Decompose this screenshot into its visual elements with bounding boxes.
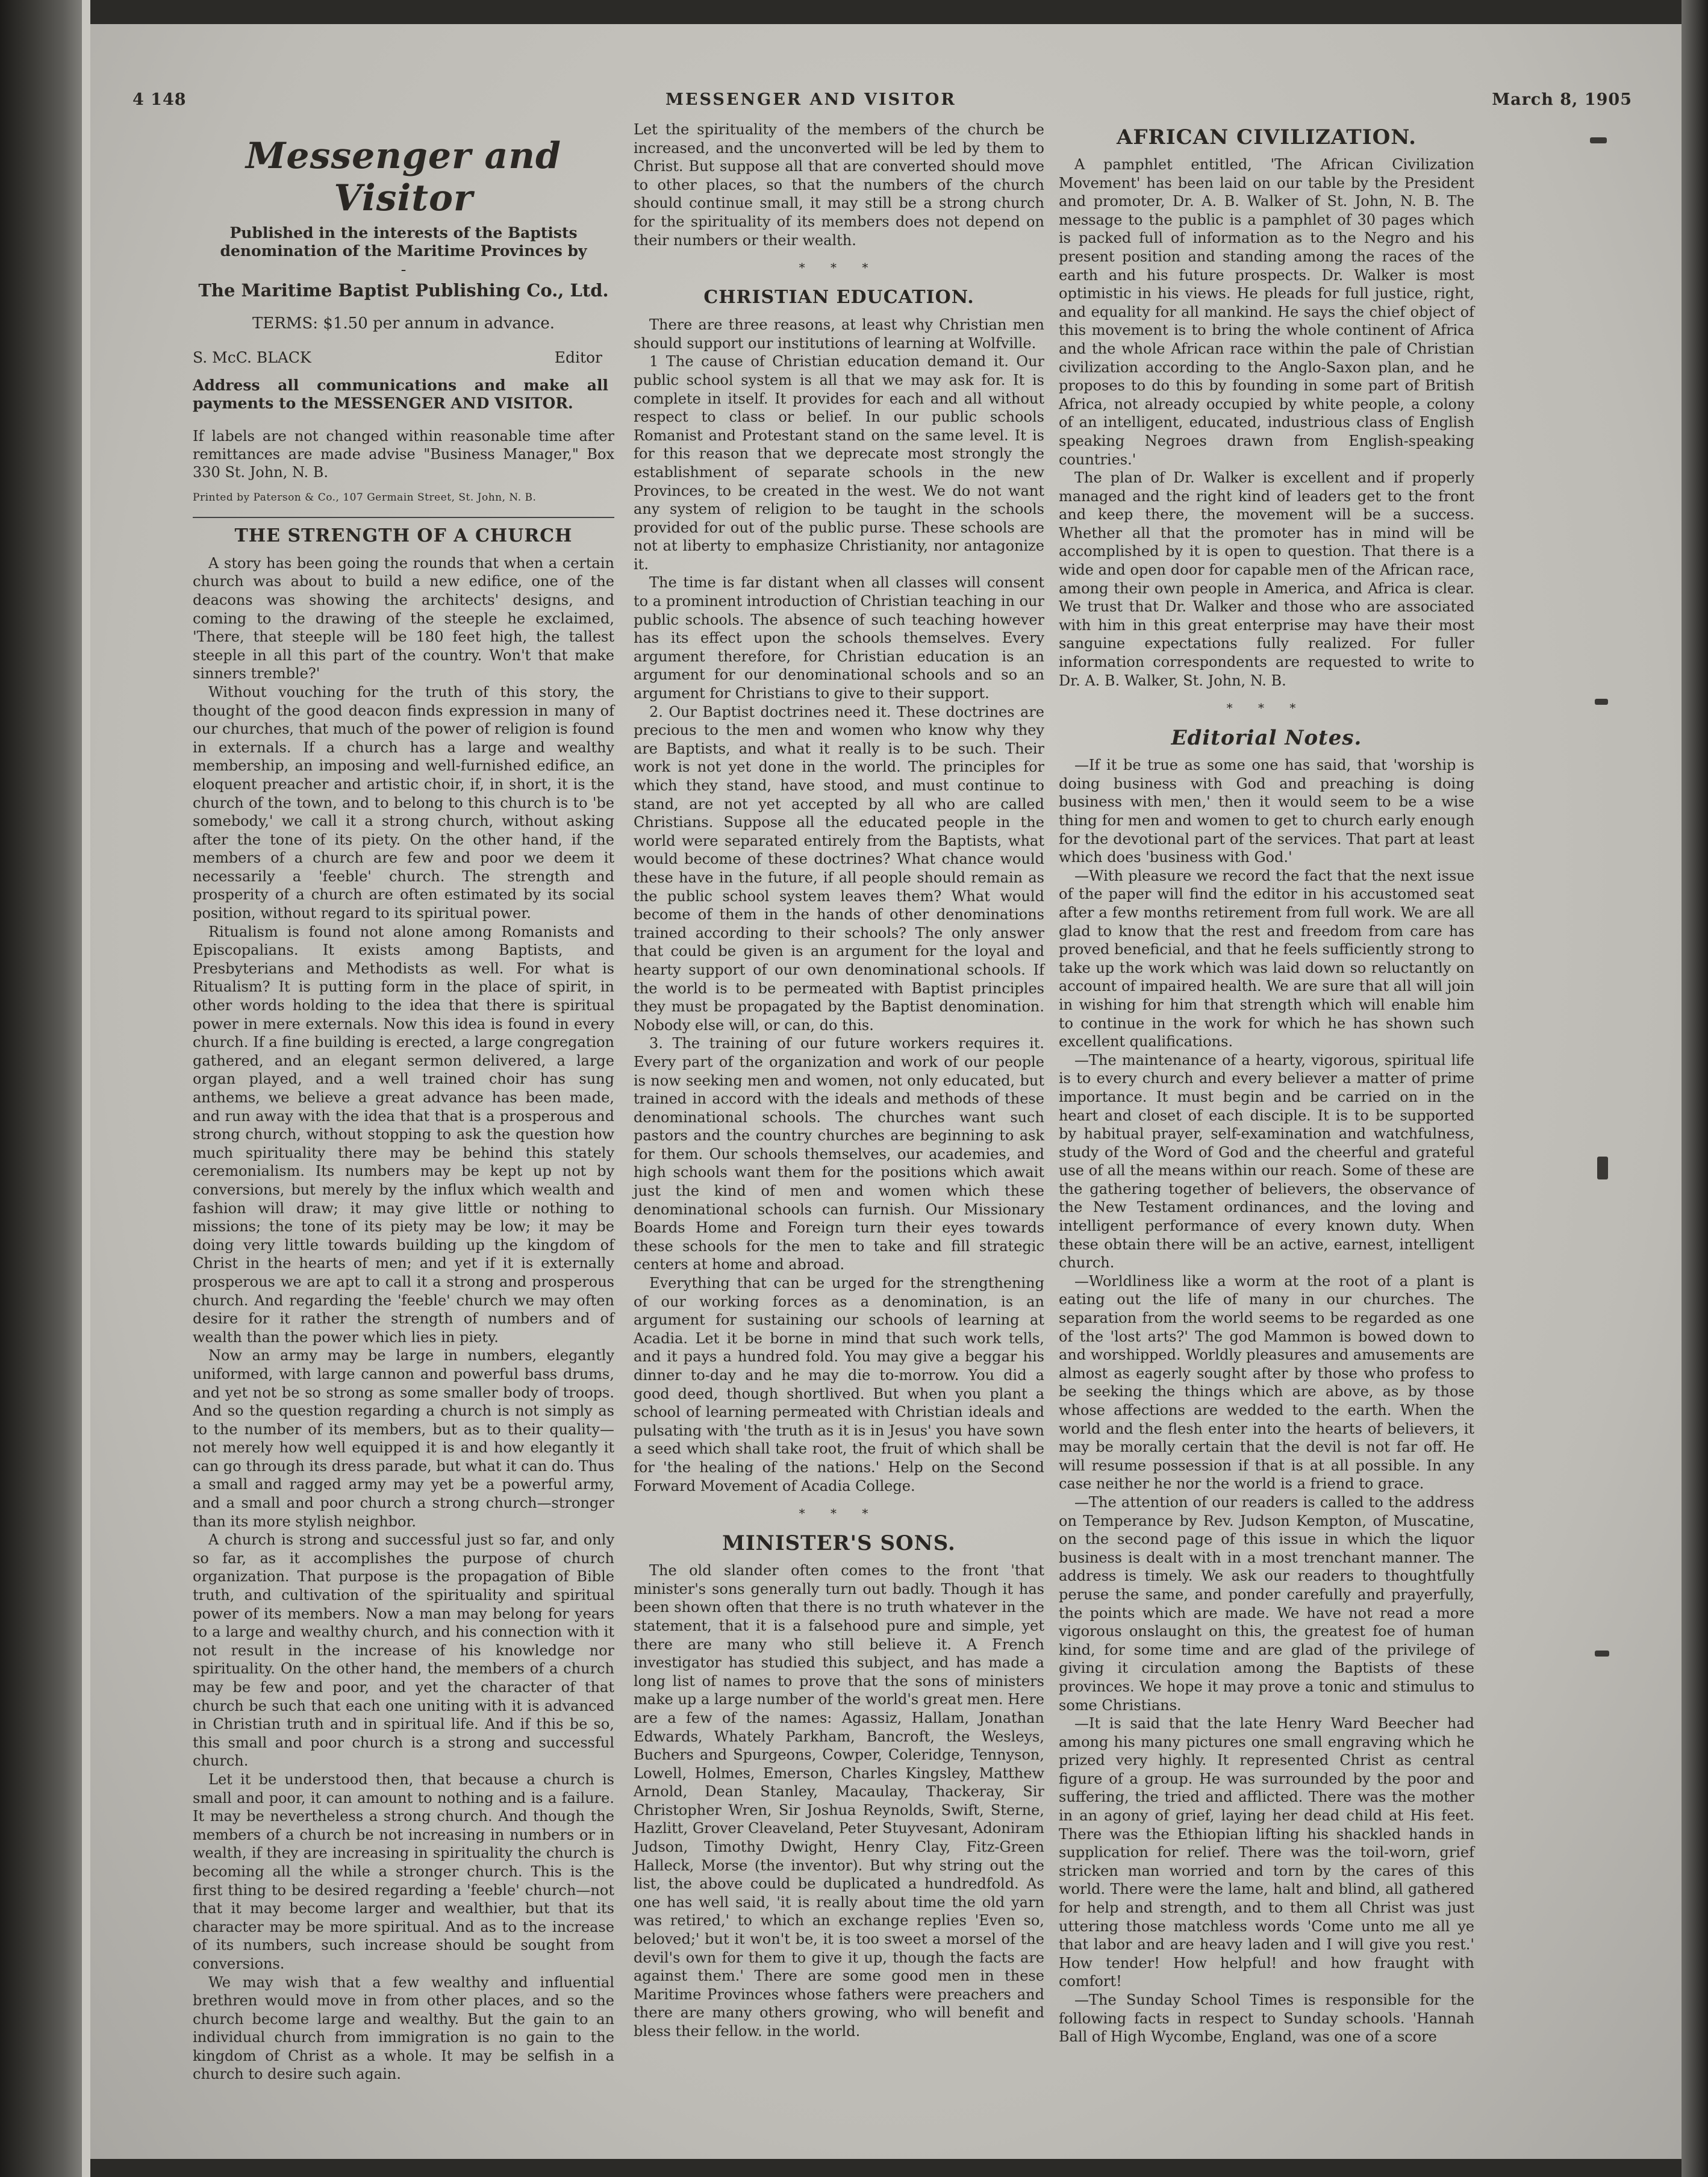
issue-date: March 8, 1905	[1492, 90, 1632, 109]
article-title-african: AFRICAN CIVILIZATION.	[1117, 125, 1417, 149]
running-title: MESSENGER AND VISITOR	[665, 90, 956, 109]
column-right	[1059, 120, 1474, 2046]
divider-dash: -	[401, 261, 407, 279]
paragraph: A story has been going the rounds that when a certain church was about to build a new edifice, one of the deacons was showing the architects' designs, and coming to the drawing of the steeple he exclaimed, 'There, that steeple will be 180 feet high, the tallest steeple in all this part of the country. Won't that make sinners tremble?'	[193, 554, 614, 682]
paragraph: We may wish that a few wealthy and influential brethren would move in from other places, and so the church become large and wealthy. But the gain to an individual church from immigration is no gain to the kingdom of Christ as a whole. It may be selfish in a church to desire such again.	[193, 1973, 614, 2083]
address-notice: Address all communications and make all payments to the MESSENGER AND VISITOR.	[193, 376, 608, 413]
paragraph: Without vouching for the truth of this story, the thought of the good deacon finds expression in many of our churches, that much of the power of religion is found in externals. If a church has a large and wealthy membership, an imposing and well-furnished edifice, an eloquent preacher and artistic choir, if, in short, it is the church of the town, and to belong to this church is to 'be somebody,' we call it a strong church, without asking after the tone of its piety. On the other hand, if the members of a church are few and poor we deem it necessarily a 'feeble' church. The strength and prosperity of a church are often estimated by its social position, without regard to its spiritual power.	[193, 683, 614, 922]
binding-mark	[1590, 137, 1607, 143]
article-body-african	[1059, 155, 1474, 690]
paragraph: The time is far distant when all classes will consent to a prominent introduction of Christian teaching in our public schools. The absence of such teaching however has its effect upon the schools themselves. Every argument therefore, for Christian education is an argument for our denominational schools and so an argument for Christians to give to their support.	[634, 574, 1044, 702]
article-title-notes: Editorial Notes.	[1171, 726, 1362, 751]
subscription-terms: TERMS: $1.50 per annum in advance.	[252, 314, 555, 333]
paragraph: —If it be true as some one has said, that 'worship is doing business with God and preaching is doing business with men,' then it would seem to be a wise thing for men and women to get to church early enough for the devotional part of the services. That part at least which does 'business with God.'	[1059, 757, 1474, 866]
paragraph: There are three reasons, at least why Christian men should support our institutions of learning at Wolfville.	[634, 316, 1044, 352]
paragraph: The plan of Dr. Walker is excellent and if properly managed and the right kind of leaders get to the front and keep there, the movement will be a success. Whether all that the promoter has in mind will be accomplished by it is open to question. That there is a wide and open door for capable men of the African race, among their own people in America, and Africa is clear. We trust that Dr. Walker and those who are associated with him in this great enterprise may have their most sanguine expectations fully realized. For fuller information correspondents are requested to write to Dr. A. B. Walker, St. John, N. B.	[1059, 469, 1474, 689]
paragraph: —It is said that the late Henry Ward Beecher had among his many pictures one small engraving which he prized very highly. It represented Christ as central figure of a group. He was surrounded by the poor and suffering, the tried and afflicted. There was the mother in an agony of grief, laying her dead child at His feet. There was the Ethiopian lifting his shackled hands in supplication for relief. There was the toil-worn, grief stricken man worried and torn by the cares of this world. There were the lame, halt and blind, all gathered for help and strength, and to them all Christ was just uttering those matchless words 'Come unto me all ye that labor and are heavy laden and I will give you rest.' How tender! How helpful! and how fraught with comfort!	[1059, 1715, 1474, 1990]
binding-mark	[1595, 1651, 1609, 1657]
publisher-name: The Maritime Baptist Publishing Co., Ltd.	[198, 280, 609, 301]
page-edge-shadow	[1682, 0, 1708, 2177]
masthead-rule	[193, 517, 614, 518]
paragraph: —The Sunday School Times is responsible for the following facts in respect to Sunday schools. 'Hannah Ball of High Wycombe, England, was one of a score	[1059, 1991, 1474, 2046]
column-middle	[634, 120, 1044, 2041]
paragraph: Now an army may be large in numbers, elegantly uniformed, with large cannon and powerful bass drums, and yet not be so strong as some smaller body of troops. And so the question regarding a church is not simply as to the number of its members, but as to their quality—not merely how well equipped it is and how elegantly it can go through its dress parade, but what it can do. Thus a small and ragged army may yet be a powerful army, and a small and poor church a strong church—stronger than its more stylish neighbor.	[193, 1347, 614, 1530]
article-body-education	[634, 316, 1044, 1495]
published-line: Published in the interests of the Baptists denomination of the Maritime Provinces by	[220, 224, 587, 260]
paragraph: The old slander often comes to the front 'that minister's sons generally turn out badly. Though it has been shown often that there is no truth whatever in the statement, that it is a falsehood pure and simple, yet there are many who still believe it. A French investigator has studied this subject, and has made a long list of names to prove that the sons of ministers make up a large number of the world's great men. Here are a few of the names: Agassiz, Hallam, Jonathan Edwards, Whately Parkham, Bancroft, the Wesleys, Buchers and Spurgeons, Cowper, Coleridge, Tennyson, Lowell, Holmes, Emerson, Charles Kingsley, Matthew Arnold, Dean Stanley, Macaulay, Thackeray, Sir Christopher Wren, Sir Joshua Reynolds, Swift, Sterne, Hazlitt, Grover Cleaveland, Peter Stuyvesant, Adoniram Judson, Timothy Dwight, Henry Clay, Fitz-Green Halleck, Morse (the inventor). But why string out the list, the above could be duplicated a hundredfold. As one has well said, 'it is really about time the old yarn was retired,' to which an exchange replies 'Even so, beloved;' but it won't be, it is too sweet a morsel of the devil's own for them to give it up, though the facts are against them.' There are some good men in these Maritime Provinces whose fathers were preachers and there are many others growing, who will benefit and bless their fellow. in the world.	[634, 1562, 1044, 2040]
editor-name: S. McC. BLACK	[193, 348, 311, 366]
article-title-education: CHRISTIAN EDUCATION.	[703, 287, 974, 308]
paragraph: A church is strong and successful just so far, and only so far, as it accomplishes the purpose of church organization. That purpose is the propagation of Bible truth, and cultivation of the spirituality and spiritual power of its members. Now a man may belong for years to a large and wealthy church, and his connection with it not result in the increase of his knowledge nor spirituality. On the other hand, the members of a church may be few and poor, and yet the character of that church be such that each one uniting with it is advanced in Christian truth and in spiritual life. And if this be so, this small and poor church is a strong and successful church.	[193, 1531, 614, 1770]
paragraph: —With pleasure we record the fact that the next issue of the paper will find the editor in his accustomed seat after a few months retirement from full work. We are all glad to know that the rest and freedom from care has proved beneficial, and that he feels sufficiently strong to take up the work which was laid down so reluctantly on account of impaired health. We are sure that all will join in wishing for him that strength which will enable him to continue in the work for which he has shown such excellent qualifications.	[1059, 867, 1474, 1051]
paragraph: —The maintenance of a hearty, vigorous, spiritual life is to every church and every believer a matter of prime importance. It must begin and be carried on in the heart and closet of each disciple. It is to be supported by habitual prayer, self-examination and watchfulness, study of the Word of God and the cheerful and grateful use of all the means within our reach. Some of these are the gathering together of believers, the observance of the New Testament ordinances, and the loving and intelligent performance of every known duty. When these obtain there will be an active, earnest, intelligent church.	[1059, 1051, 1474, 1272]
section-separator: * * *	[799, 260, 879, 275]
paragraph: 1 The cause of Christian education demand it. Our public school system is all that we may ask for. It is complete in itself. It provides for each and all without respect to class or belief. In our public schools Romanist and Protestant stand on the same level. It is for this reason that we deprecate most strongly the establishment of separate schools in the new Provinces, to be created in the west. We do not want any system of religion to be taught in the schools provided for out of the public purse. These schools are not at liberty to emphasize Christianity, nor antagonize it.	[634, 353, 1044, 573]
section-separator: * * *	[799, 1506, 879, 1521]
section-separator: * * *	[1226, 701, 1307, 716]
paragraph: Everything that can be urged for the strengthening of our working forces as a denomination, is an argument for sustaining our schools of learning at Acadia. Let it be borne in mind that such work tells, and it pays a hundred fold. You may give a beggar his dinner to-day and he may die to-morrow. You did a good deed, though shortlived. But when you plant a school of learning permeated with Christian ideals and pulsating with 'the truth as it is in Jesus' you have sown a seed which shall take root, the fruit of which shall be for 'the healing of the nations.' Help on the Second Forward Movement of Acadia College.	[634, 1275, 1044, 1495]
article-title-ministers: MINISTER'S SONS.	[722, 1531, 956, 1556]
printer-line: Printed by Paterson & Co., 107 Germain Street, St. John, N. B.	[193, 492, 537, 504]
paragraph: A pamphlet entitled, 'The African Civilization Movement' has been laid on our table by the President and promoter, Dr. A. B. Walker of St. John, N. B. The message to the public is a pamphlet of 30 pages which is packed full of information as to the Negro and his present position and standing among the races of the earth and his future prospects. Dr. Walker is most optimistic in his views. He pleads for full justice, right, and equality for all mankind. He says the chief object of this movement is to bring the whole continent of Africa and the whole African race within the pale of Christian civilization according to the Anglo-Saxon plan, and he proposes to do this by founding in some part of British Africa, not already occupied by white people, a colony of an intelligent, educated, industrious class of English speaking Negroes drawn from English-speaking countries.'	[1059, 156, 1474, 468]
article-body-notes	[1059, 756, 1474, 2046]
paragraph: —The attention of our readers is called to the address on Temperance by Rev. Judson Kempton, of Muscatine, on the second page of this issue in which the liquor business is dealt with in a most trenchant manner. The address is timely. We ask our readers to thoughtfully peruse the same, and ponder carefully and prayerfully, the points which are made. We have not read a more vigorous onslaught on this, the greatest foe of human kind, for some time and are glad of the privilege of giving it circulation among the Baptists of these provinces. We hope it may prove a tonic and stimulus to some Christians.	[1059, 1493, 1474, 1714]
paragraph: 2. Our Baptist doctrines need it. These doctrines are precious to the men and women who know why they are Baptists, and what it really is to be such. Their work is not yet done in the world. The principles for which they stand, have stood, and must continue to stand, are not yet accepted by all who are called Christians. Suppose all the educated people in the world were separated entirely from the Baptists, what would become of these doctrines? What chance would these have in the future, if all people should remain as the public school system leaves them? What would become of them in the hands of other denominations trained according to their schools? The only answer that could be given is an argument for the loyal and hearty support of our own denominational schools. If the world is to be permeated with Baptist principles they must be propagated by the Baptist denomination. Nobody else will, or can, do this.	[634, 703, 1044, 1034]
page-number: 4 148	[132, 90, 187, 109]
labels-notice: If labels are not changed within reasonable time after remittances are made advise "Business Manager," Box 330 St. John, N. B.	[193, 428, 614, 481]
editor-line	[193, 349, 602, 367]
page-header	[132, 90, 1632, 117]
paragraph: Let it be understood then, that because a church is small and poor, it can amount to nothing and is a failure. It may be nevertheless a strong church. And though the members of a church be not increasing in numbers or in wealth, if they are increasing in spirituality the church is becoming all the while a stronger church. This is the first thing to be desired regarding a 'feeble' church—not that it may become larger and wealthier, but that its character may be more spiritual. And as to the increase of its numbers, such increase should be sought from conversions.	[193, 1770, 614, 1972]
article-title-strength: THE STRENGTH OF A CHURCH	[234, 525, 573, 546]
book-binding	[0, 0, 90, 2177]
paragraph: 3. The training of our future workers requires it. Every part of the organization and work of our people is now seeking men and women, not only educated, but trained in accord with the ideals and methods of these denominational schools. The churches want such pastors and the country churches are beginning to ask for them. Our schools themselves, our academies, and high schools want them for the positions which await just the kind of men and women which these denominational schools can furnish. Our Missionary Boards Home and Foreign turn their eyes towards these schools for the men to take and fill strategic centers at home and abroad.	[634, 1035, 1044, 1273]
binding-mark	[1595, 699, 1608, 705]
paragraph: Ritualism is found not alone among Romanists and Episcopalians. It exists among Baptists, and Presbyterians and Methodists as well. For what is Ritualism? It is putting form in the place of spirit, in other words holding to the idea that there is spiritual power in mere externals. Now this idea is found in every church. If a fine building is erected, a large congregation gathered, and an elegant sermon delivered, a large organ played, and a well trained choir has sung anthems, we believe a great advance has been made, and run away with the idea that that is a prosperous and strong church, without stopping to ask the question how much spirituality there may be behind this stately ceremonialism. Its numbers may be kept up not by conversions, but merely by the influx which wealth and fashion will draw; it may give little or nothing to missions; the tone of its piety may be low; it may be doing very little towards building up the kingdom of Christ in the hearts of men; and yet if it is externally prosperous we are apt to call it a strong and prosperous church. And regarding the 'feeble' church we may often desire for it rather the strength of numbers and of wealth than the power which lies in piety.	[193, 923, 614, 1346]
binding-mark	[1597, 1157, 1608, 1179]
column-left	[193, 120, 614, 2084]
masthead-title: Messenger and Visitor	[245, 135, 562, 219]
paragraph: —Worldliness like a worm at the root of a plant is eating out the life of many in our churches. The separation from the world seems to be regarded as one of the 'lost arts?' The god Mammon is bowed down to and worshipped. Worldly pleasures and amusements are almost as eagerly sought after by those who profess to be seeking the things which are above, as by those whose affections are wedded to the earth. When the world and the flesh enter into the hearts of believers, it may be morally certain that the devil is not far off. He will resume possession if that is at all possible. In any case neither he nor the world is a friend to grace.	[1059, 1272, 1474, 1493]
paragraph: Let the spirituality of the members of the church be increased, and the unconverted will be led by them to Christ. But suppose all that are converted should move to other places, so that the numbers of the church should continue small, it may still be a strong church for the spirituality of its members does not depend on their numbers or their wealth.	[634, 121, 1044, 249]
article-body-strength	[193, 554, 614, 2084]
article-body-ministers	[634, 1561, 1044, 2040]
editor-label: Editor	[554, 348, 602, 366]
